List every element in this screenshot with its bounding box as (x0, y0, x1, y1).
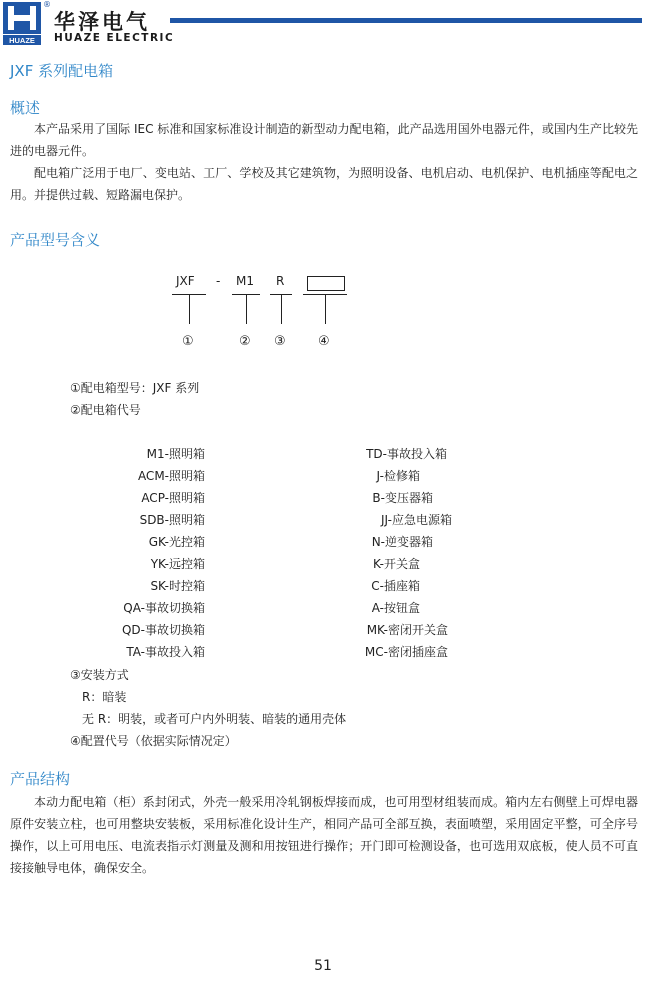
mark-2: ② (239, 334, 251, 349)
code-left: M1-照明箱 (146, 447, 205, 461)
structure-paragraph: 本动力配电箱（柜）系封闭式，外壳一般采用冷轧钢板焊接而成，也可用型材组装而成。箱内左右侧壁上可焊电器原件安装立柱，也可用整块安装板，采用标准化设计生产，相同产品可全部互换，表面喷塑，采用固定平整，可全序号操作，以上可用电压、电流表指示灯测量及测和用按钮进行操作；开门即可检测设备，也可选用双底板，使人员不可直接接触导电体，确保安全。 (10, 795, 638, 875)
code-right: JJ-应急电源箱 (381, 513, 452, 527)
code-r: R (276, 274, 285, 288)
registered-mark: ® (43, 0, 51, 9)
item-3: ③安装方式 (70, 668, 129, 682)
code-dash: - (216, 274, 221, 288)
overview-paragraph-1: 本产品采用了国际 IEC 标准和国家标准设计制造的新型动力配电箱，此产品选用国外电器元件，或国内生产比较先进的电器元件。 (10, 122, 638, 158)
item-1: ①配电箱型号：JXF 系列 (70, 381, 200, 395)
code-left: GK-光控箱 (148, 535, 205, 549)
model-heading: 产品型号含义 (10, 231, 101, 249)
code-left: YK-远控箱 (150, 557, 205, 571)
overview-paragraph-2: 配电箱广泛用于电厂、变电站、工厂、学校及其它建筑物，为照明设备、电机启动、电机保护、电机插座等配电之用。并提供过载、短路漏电保护。 (10, 166, 638, 202)
code-left: SDB-照明箱 (139, 513, 205, 527)
code-right: C-插座箱 (371, 579, 420, 593)
code-right: N-逆变器箱 (371, 535, 433, 549)
structure-heading: 产品结构 (10, 770, 71, 788)
overview-heading: 概述 (10, 99, 41, 117)
page-number: 51 (314, 958, 332, 974)
item-3-none: 无 R：明装，或者可户内外明装、暗装的通用壳体 (82, 712, 347, 726)
huaze-logo-icon (3, 2, 41, 45)
code-left: SK-时控箱 (150, 579, 205, 593)
code-m1: M1 (236, 274, 254, 288)
code-right: MC-密闭插座盒 (364, 645, 448, 659)
code-right: TD-事故投入箱 (366, 447, 447, 461)
logo-text: HUAZE (9, 36, 35, 45)
item-4: ④配置代号（依据实际情况定） (70, 734, 237, 748)
mark-4: ④ (318, 334, 330, 349)
brand-name-en: HUAZE ELECTRIC (54, 32, 175, 44)
leader-3 (281, 294, 282, 324)
item-2: ②配电箱代号 (70, 403, 141, 417)
code-right: J-检修箱 (376, 469, 420, 483)
brand-name-cn: 华泽电气 (54, 10, 150, 34)
code-left: QA-事故切换箱 (123, 601, 205, 615)
config-code-box (307, 276, 345, 291)
document-title: JXF 系列配电箱 (10, 62, 114, 80)
mark-1: ① (182, 334, 194, 349)
code-right: A-按钮盒 (371, 601, 420, 615)
code-left: ACP-照明箱 (141, 491, 205, 505)
code-left: ACM-照明箱 (137, 469, 205, 483)
leader-1 (189, 294, 190, 324)
mark-3: ③ (274, 334, 286, 349)
code-right: B-变压器箱 (372, 491, 433, 505)
logo (3, 2, 41, 45)
code-series: JXF (176, 274, 195, 288)
code-left: TA-事故投入箱 (126, 645, 205, 659)
item-3-r: R：暗装 (82, 690, 127, 704)
leader-2 (246, 294, 247, 324)
leader-4 (325, 294, 326, 324)
code-left: QD-事故切换箱 (121, 623, 205, 637)
header-rule (170, 18, 642, 23)
code-right: K-开关盒 (373, 557, 420, 571)
code-right: MK-密闭开关盒 (366, 623, 448, 637)
